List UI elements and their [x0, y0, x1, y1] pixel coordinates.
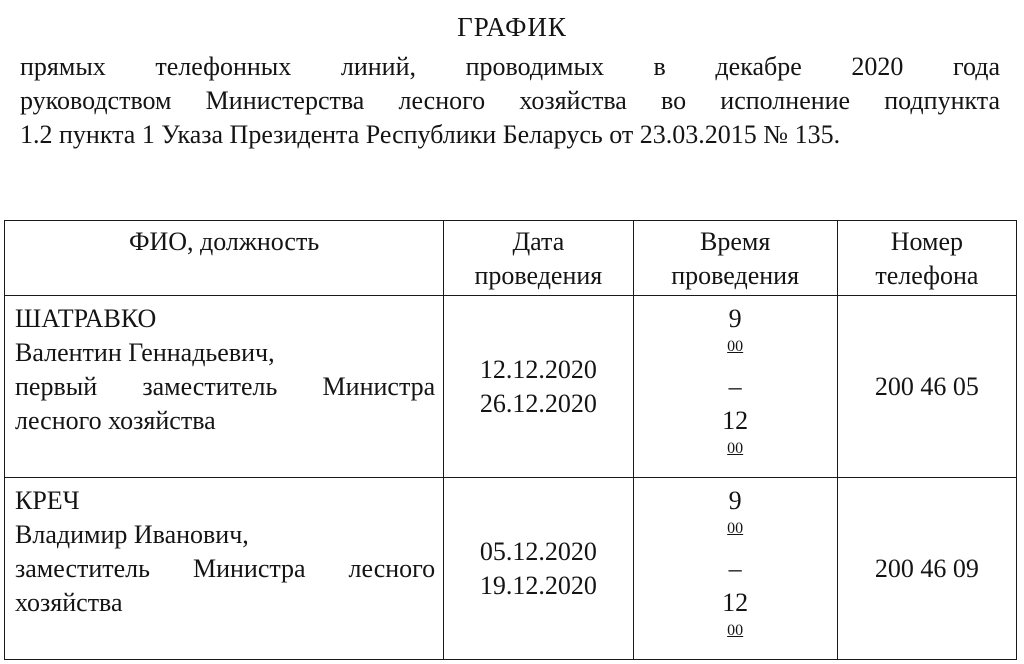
header-time-line: проведения	[671, 261, 800, 290]
person-position: первый заместитель Министра лесного хозяйства	[15, 372, 436, 435]
header-date-line: Дата	[512, 227, 565, 256]
header-time	[633, 221, 837, 296]
phone-cell	[837, 296, 1016, 478]
time-dash: –	[728, 371, 742, 401]
header-phone-line: Номер	[890, 227, 964, 256]
time-end-minutes: 00	[727, 621, 744, 639]
person-given-name: Владимир Иванович,	[15, 520, 249, 549]
dates-cell	[444, 478, 633, 660]
time-start-hour: 9	[728, 303, 742, 333]
date-value: 05.12.2020	[479, 536, 597, 566]
person-surname: ШАТРАВКО	[15, 304, 157, 333]
schedule-table	[4, 220, 1017, 660]
date-value: 12.12.2020	[479, 354, 597, 384]
header-name: ФИО, должность	[5, 221, 444, 296]
time-value	[634, 302, 837, 469]
phone-number: 200 46 05	[874, 371, 979, 401]
time-cell	[633, 296, 837, 478]
date-value: 26.12.2020	[479, 388, 597, 418]
intro-line: руководством Министерства лесного хозяйства во исполнение подпункта	[20, 86, 1000, 115]
time-end-hour: 12	[722, 587, 749, 617]
document-title: ГРАФИК	[457, 12, 567, 42]
date-value: 19.12.2020	[479, 570, 597, 600]
person-given-name: Валентин Геннадьевич,	[15, 338, 275, 367]
time-start-minutes: 00	[727, 519, 744, 537]
header-date	[444, 221, 633, 296]
table-row	[5, 296, 1017, 478]
person-position: заместитель Министра лесного хозяйства	[15, 554, 436, 617]
header-phone	[837, 221, 1016, 296]
person-cell	[5, 296, 444, 478]
phone-number: 200 46 09	[874, 553, 979, 583]
time-start-hour: 9	[728, 485, 742, 515]
time-start-minutes: 00	[727, 337, 744, 355]
phone-cell	[837, 478, 1016, 660]
time-cell	[633, 478, 837, 660]
person-surname: КРЕЧ	[15, 486, 80, 515]
intro-line: 1.2 пункта 1 Указа Президента Республики Беларусь от 23.03.2015 № 135.	[20, 120, 841, 149]
person-cell	[5, 478, 444, 660]
time-end-hour: 12	[722, 405, 749, 435]
header-phone-line: телефона	[875, 261, 979, 290]
header-time-line: Время	[700, 227, 771, 256]
document-intro	[20, 50, 1000, 152]
time-dash: –	[728, 553, 742, 583]
table-row	[5, 478, 1017, 660]
intro-line: прямых телефонных линий, проводимых в декабре 2020 года	[20, 52, 1000, 81]
time-value	[634, 484, 837, 651]
table-header-row	[5, 221, 1017, 296]
dates-cell	[444, 296, 633, 478]
time-end-minutes: 00	[727, 439, 744, 457]
header-date-line: проведения	[474, 261, 603, 290]
